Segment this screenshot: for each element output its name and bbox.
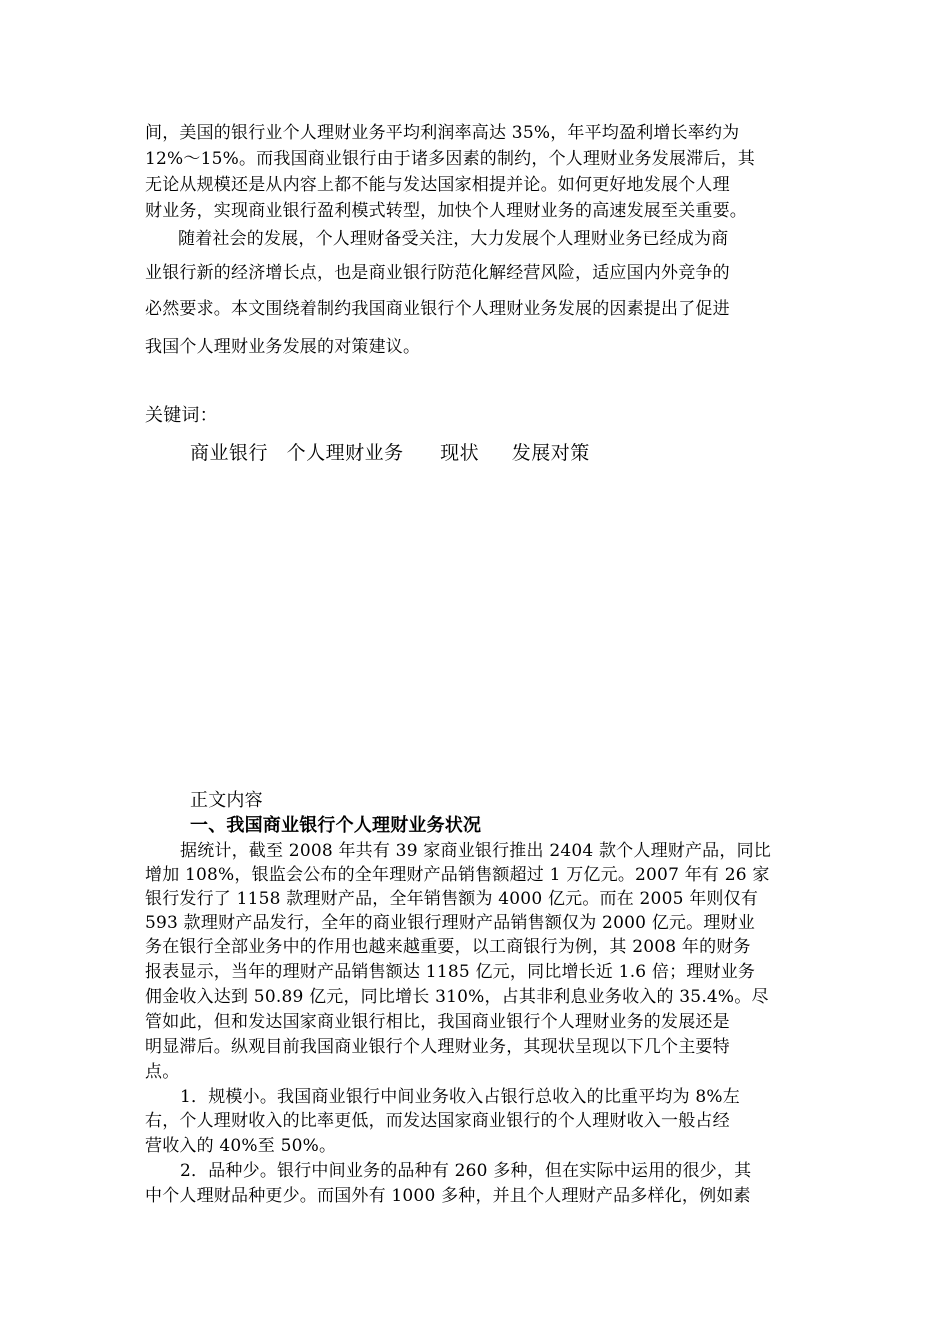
abstract-line: 随着社会的发展，个人理财备受关注，大力发展个人理财业务已经成为商 (178, 229, 729, 249)
body-line: 管如此，但和发达国家商业银行相比，我国商业银行个人理财业务的发展还是 (145, 1012, 730, 1032)
abstract-line: 财业务，实现商业银行盈利模式转型，加快个人理财业务的高速发展至关重要。 (145, 201, 747, 221)
abstract-line: 间，美国的银行业个人理财业务平均利润率高达 35%，年平均盈利增长率约为 (145, 123, 740, 143)
keywords-list (190, 442, 850, 464)
body-line: 点。 (145, 1062, 180, 1082)
abstract-line: 无论从规模还是从内容上都不能与发达国家相提并论。如何更好地发展个人理 (145, 175, 730, 195)
abstract-line: 业银行新的经济增长点，也是商业银行防范化解经营风险，适应国内外竞争的 (145, 263, 730, 283)
body-line: 593 款理财产品发行，全年的商业银行理财产品销售额仅为 2000 亿元。理财业 (145, 913, 755, 933)
body-line: 中个人理财品种更少。而国外有 1000 多种，并且个人理财产品多样化，例如素 (145, 1186, 751, 1206)
body-line: 报表显示，当年的理财产品销售额达 1185 亿元，同比增长近 1.6 倍；理财业务 (145, 962, 756, 982)
abstract-line: 12%～15%。而我国商业银行由于诸多因素的制约，个人理财业务发展滞后，其 (145, 149, 755, 169)
body-line: 佣金收入达到 50.89 亿元，同比增长 310%，占其非利息业务收入的 35.4%。尽 (145, 987, 769, 1007)
keyword-item: 商业银行 (190, 442, 269, 464)
abstract-line: 我国个人理财业务发展的对策建议。 (145, 337, 421, 357)
keyword-item: 发展对策 (511, 442, 590, 464)
abstract-line: 必然要求。本文围绕着制约我国商业银行个人理财业务发展的因素提出了促进 (145, 299, 730, 319)
body-line: 增加 108%，银监会公布的全年理财产品销售额超过 1 万亿元。2007 年有 26 家 (145, 865, 770, 885)
body-line: 右，个人理财收入的比率更低，而发达国家商业银行的个人理财收入一般占经 (145, 1111, 730, 1131)
body-line: 营收入的 40%至 50%。 (145, 1136, 337, 1156)
body-line: 务在银行全部业务中的作用也越来越重要，以工商银行为例，其 2008 年的财务 (145, 937, 751, 957)
body-line: 银行发行了 1158 款理财产品，全年销售额为 4000 亿元。而在 2005 年则仅有 (145, 889, 759, 909)
keywords-label: 关键词： (145, 405, 218, 426)
keyword-item: 个人理财业务 (286, 442, 404, 464)
body-line: 明显滞后。纵观目前我国商业银行个人理财业务，其现状呈现以下几个主要特 (145, 1037, 730, 1057)
body-line: 1．规模小。我国商业银行中间业务收入占银行总收入的比重平均为 8%左 (180, 1087, 740, 1107)
section-heading: 一、我国商业银行个人理财业务状况 (190, 815, 482, 836)
body-line: 2．品种少。银行中间业务的品种有 260 多种，但在实际中运用的很少，其 (180, 1161, 752, 1181)
keyword-item: 现状 (440, 442, 480, 464)
section-title: 正文内容 (190, 790, 263, 811)
body-line: 据统计，截至 2008 年共有 39 家商业银行推出 2404 款个人理财产品，同比 (180, 841, 771, 861)
